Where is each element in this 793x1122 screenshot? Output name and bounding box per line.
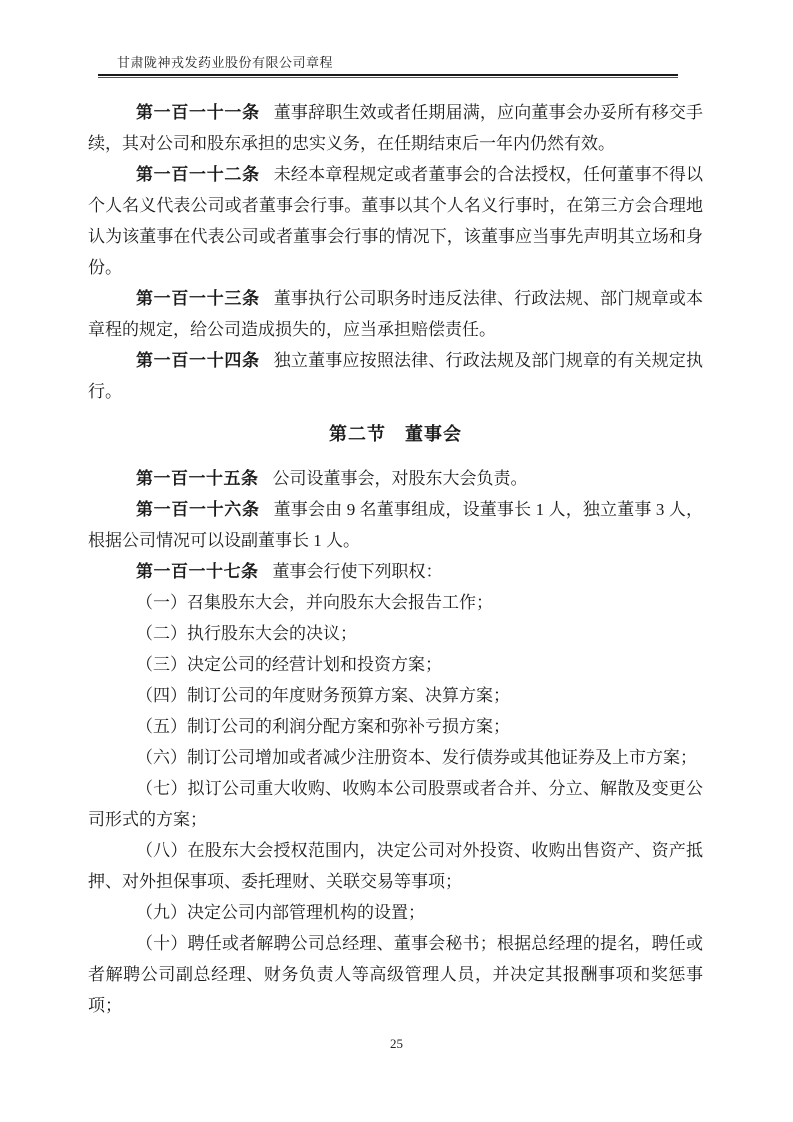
article-number: 第一百一十六条 [136, 500, 260, 519]
list-item [88, 649, 703, 680]
article-paragraph [88, 283, 703, 345]
header-rule-thin [98, 77, 678, 78]
list-item [88, 835, 703, 897]
page-header [98, 0, 678, 78]
item-text: （五）制订公司的利润分配方案和弥补亏损方案； [136, 717, 510, 736]
article-number: 第一百一十二条 [136, 165, 260, 184]
list-item [88, 773, 703, 835]
article-paragraph [88, 494, 703, 556]
article-paragraph [88, 345, 703, 407]
list-item [88, 587, 703, 618]
article-text: 公司设董事会，对股东大会负责。 [272, 469, 528, 488]
article-number: 第一百一十一条 [136, 103, 260, 122]
article-paragraph [88, 97, 703, 159]
document-body [88, 97, 703, 1021]
list-item [88, 680, 703, 711]
list-item [88, 618, 703, 649]
item-text: （三）决定公司的经营计划和投资方案； [136, 655, 442, 674]
list-item [88, 711, 703, 742]
article-number: 第一百一十五条 [136, 469, 259, 488]
article-number: 第一百一十四条 [136, 351, 260, 370]
article-paragraph [88, 159, 703, 283]
article-number: 第一百一十七条 [136, 562, 259, 581]
article-text: 董事辞职生效或者任期届满，应向董事会办妥所有移交手续，其对公司和股东承担的忠实义务，在任期结束后一年内仍然有效。 [88, 103, 704, 153]
section-heading: 第二节 董事会 [329, 424, 462, 444]
item-text: （八）在股东大会授权范围内，决定公司对外投资、收购出售资产、资产抵押、对外担保事项、委托理财、关联交易等事项； [88, 841, 703, 891]
page-footer [0, 1034, 793, 1054]
item-text: （二）执行股东大会的决议； [136, 624, 357, 643]
header-title: 甘肃陇神戎发药业股份有限公司章程 [117, 55, 334, 70]
list-item [88, 928, 703, 1021]
item-text: （十）聘任或者解聘公司总经理、董事会秘书；根据总经理的提名，聘任或者解聘公司副总经理、财务负责人等高级管理人员，并决定其报酬事项和奖惩事项； [88, 934, 703, 1015]
article-text: 董事会由 9 名董事组成，设董事长 1 人，独立董事 3 人，根据公司情况可以设副董事长 1 人。 [88, 500, 704, 550]
header-rule [98, 74, 678, 76]
article-text: 独立董事应按照法律、行政法规及部门规章的有关规定执行。 [88, 351, 704, 401]
page-number: 25 [390, 1036, 403, 1051]
item-text: （七）拟订公司重大收购、收购本公司股票或者合并、分立、解散及变更公司形式的方案； [88, 779, 703, 829]
item-text: （一）召集股东大会，并向股东大会报告工作； [136, 593, 493, 612]
item-text: （九）决定公司内部管理机构的设置； [136, 903, 425, 922]
list-item [88, 897, 703, 928]
article-number: 第一百一十三条 [136, 289, 260, 308]
article-text: 未经本章程规定或者董事会的合法授权，任何董事不得以个人名义代表公司或者董事会行事。董事以其个人名义行事时，在第三方会合理地认为该董事在代表公司或者董事会行事的情况下，该董事应当事先声明其立场和身份。 [88, 165, 704, 277]
article-paragraph [88, 463, 703, 494]
item-text: （六）制订公司增加或者减少注册资本、发行债券或其他证券及上市方案； [136, 748, 697, 767]
article-text: 董事执行公司职务时违反法律、行政法规、部门规章或本章程的规定，给公司造成损失的，应当承担赔偿责任。 [88, 289, 704, 339]
list-item [88, 742, 703, 773]
article-text: 董事会行使下列职权： [272, 562, 443, 581]
item-text: （四）制订公司的年度财务预算方案、决算方案； [136, 686, 510, 705]
article-paragraph [88, 556, 703, 587]
